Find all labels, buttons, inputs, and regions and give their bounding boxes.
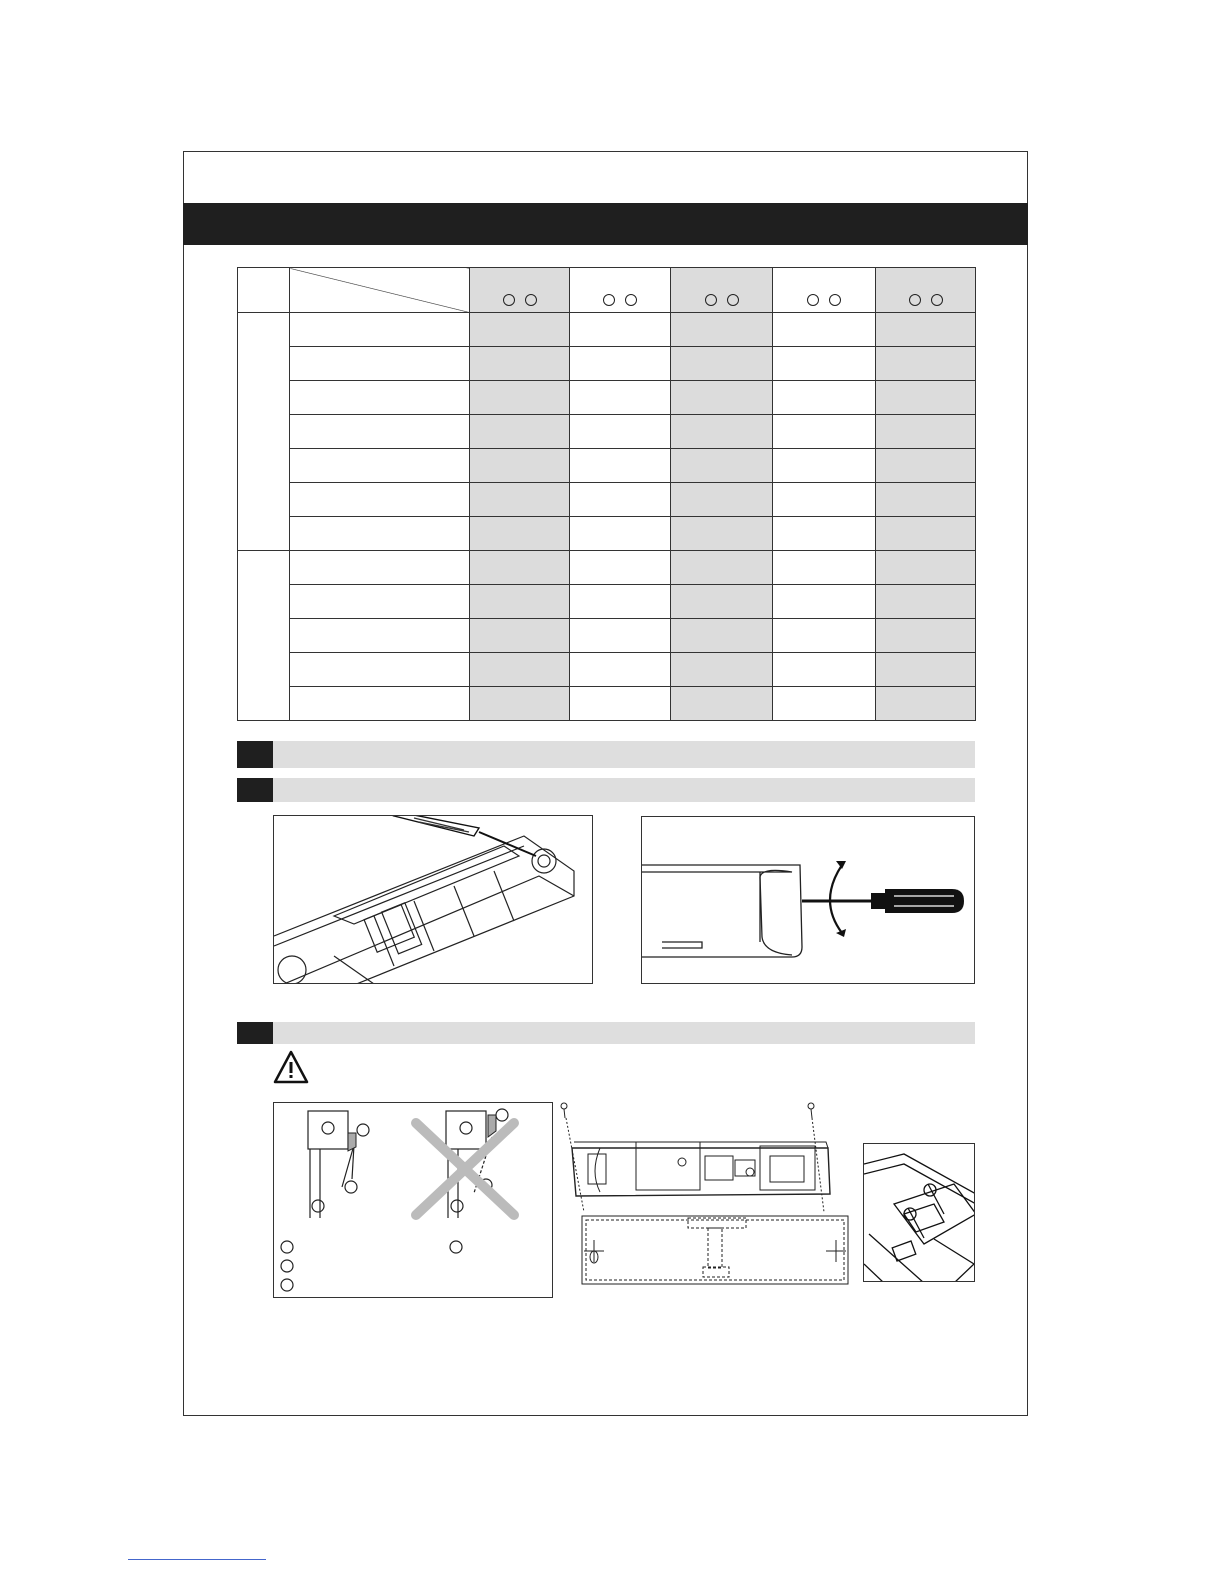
figure-remove-cover bbox=[273, 815, 593, 984]
row-label-cell bbox=[290, 381, 470, 415]
figure-mounting-template bbox=[560, 1102, 850, 1286]
value-cell bbox=[671, 483, 773, 517]
circle-marker-icon bbox=[807, 294, 819, 306]
value-cell bbox=[876, 653, 976, 687]
value-cell bbox=[470, 517, 570, 551]
value-cell bbox=[773, 483, 876, 517]
section-tag bbox=[237, 778, 273, 802]
value-cell bbox=[773, 517, 876, 551]
value-cell bbox=[470, 415, 570, 449]
value-cell bbox=[470, 687, 570, 721]
table-row bbox=[238, 551, 976, 585]
row-label-cell bbox=[290, 347, 470, 381]
model-code-circles bbox=[671, 294, 772, 306]
figure-mounting-correct-incorrect bbox=[273, 1102, 553, 1298]
value-cell bbox=[876, 517, 976, 551]
page-title-bar bbox=[183, 203, 1028, 245]
circle-marker-icon bbox=[503, 294, 515, 306]
value-cell bbox=[876, 415, 976, 449]
value-cell bbox=[876, 449, 976, 483]
table-row bbox=[238, 381, 976, 415]
section-tag bbox=[237, 1022, 273, 1044]
circle-marker-icon bbox=[931, 294, 943, 306]
model-column-header bbox=[470, 268, 570, 313]
table-row bbox=[238, 517, 976, 551]
section-bar-1 bbox=[237, 741, 975, 768]
model-column-header bbox=[570, 268, 671, 313]
table-row bbox=[238, 313, 976, 347]
turn-screw-illustration bbox=[642, 817, 975, 984]
value-cell bbox=[876, 551, 976, 585]
circle-marker-icon bbox=[705, 294, 717, 306]
incorrect-cross-icon bbox=[416, 1123, 514, 1215]
value-cell bbox=[773, 449, 876, 483]
table-row bbox=[238, 415, 976, 449]
value-cell bbox=[570, 517, 671, 551]
value-cell bbox=[876, 483, 976, 517]
section-bar-3 bbox=[237, 1022, 975, 1044]
table-row bbox=[238, 483, 976, 517]
row-label-cell bbox=[290, 619, 470, 653]
value-cell bbox=[470, 449, 570, 483]
value-cell bbox=[773, 653, 876, 687]
value-cell bbox=[773, 347, 876, 381]
value-cell bbox=[773, 415, 876, 449]
section-bar-2 bbox=[237, 778, 975, 802]
model-code-circles bbox=[570, 294, 670, 306]
group-label-cell bbox=[238, 551, 290, 721]
model-code-circles bbox=[470, 294, 569, 306]
value-cell bbox=[773, 619, 876, 653]
section-tag bbox=[237, 741, 273, 768]
value-cell bbox=[570, 619, 671, 653]
model-column-header bbox=[671, 268, 773, 313]
value-cell bbox=[671, 687, 773, 721]
row-label-cell bbox=[290, 313, 470, 347]
value-cell bbox=[876, 347, 976, 381]
sensor-box-correct bbox=[308, 1111, 348, 1149]
row-label-cell bbox=[290, 585, 470, 619]
model-column-header bbox=[773, 268, 876, 313]
circle-marker-icon bbox=[525, 294, 537, 306]
header-diagonal-cell bbox=[290, 268, 470, 313]
value-cell bbox=[876, 313, 976, 347]
screw-icon bbox=[808, 1103, 814, 1118]
value-cell bbox=[671, 449, 773, 483]
model-code-circles bbox=[773, 294, 875, 306]
circle-marker-icon bbox=[727, 294, 739, 306]
footer-link-underline[interactable] bbox=[128, 1559, 266, 1560]
value-cell bbox=[570, 483, 671, 517]
value-cell bbox=[570, 551, 671, 585]
value-cell bbox=[570, 585, 671, 619]
warning-icon bbox=[273, 1050, 309, 1084]
row-label-cell bbox=[290, 687, 470, 721]
table-row bbox=[238, 619, 976, 653]
value-cell bbox=[570, 687, 671, 721]
value-cell bbox=[773, 381, 876, 415]
spec-table bbox=[237, 267, 976, 721]
value-cell bbox=[671, 551, 773, 585]
screw-icon bbox=[561, 1103, 567, 1118]
row-label-cell bbox=[290, 415, 470, 449]
value-cell bbox=[876, 381, 976, 415]
value-cell bbox=[671, 619, 773, 653]
value-cell bbox=[470, 347, 570, 381]
value-cell bbox=[470, 483, 570, 517]
table-row bbox=[238, 347, 976, 381]
row-label-cell bbox=[290, 517, 470, 551]
value-cell bbox=[470, 619, 570, 653]
value-cell bbox=[671, 517, 773, 551]
circle-marker-icon bbox=[909, 294, 921, 306]
value-cell bbox=[671, 585, 773, 619]
value-cell bbox=[470, 381, 570, 415]
value-cell bbox=[570, 313, 671, 347]
table-row bbox=[238, 449, 976, 483]
circle-marker-icon bbox=[603, 294, 615, 306]
model-code-circles bbox=[876, 294, 975, 306]
value-cell bbox=[773, 585, 876, 619]
value-cell bbox=[671, 313, 773, 347]
model-column-header bbox=[876, 268, 976, 313]
circle-marker-icon bbox=[625, 294, 637, 306]
circle-marker-icon bbox=[829, 294, 841, 306]
value-cell bbox=[470, 653, 570, 687]
table-row bbox=[238, 585, 976, 619]
table-header-row bbox=[238, 268, 976, 313]
remove-cover-illustration bbox=[274, 816, 593, 984]
row-label-cell bbox=[290, 653, 470, 687]
value-cell bbox=[671, 415, 773, 449]
value-cell bbox=[876, 585, 976, 619]
value-cell bbox=[570, 653, 671, 687]
value-cell bbox=[470, 551, 570, 585]
sensor-box-incorrect bbox=[446, 1111, 486, 1149]
table-row bbox=[238, 687, 976, 721]
row-label-cell bbox=[290, 551, 470, 585]
value-cell bbox=[773, 687, 876, 721]
figure-turn-screw bbox=[641, 816, 975, 984]
value-cell bbox=[671, 653, 773, 687]
group-label-cell bbox=[238, 313, 290, 551]
table-row bbox=[238, 653, 976, 687]
header-corner-cell bbox=[238, 268, 290, 313]
value-cell bbox=[570, 347, 671, 381]
value-cell bbox=[671, 347, 773, 381]
value-cell bbox=[470, 313, 570, 347]
value-cell bbox=[773, 313, 876, 347]
value-cell bbox=[773, 551, 876, 585]
value-cell bbox=[671, 381, 773, 415]
figure-screw-closeup bbox=[863, 1143, 975, 1282]
value-cell bbox=[570, 449, 671, 483]
value-cell bbox=[470, 585, 570, 619]
row-label-cell bbox=[290, 449, 470, 483]
value-cell bbox=[876, 619, 976, 653]
row-label-cell bbox=[290, 483, 470, 517]
value-cell bbox=[570, 415, 671, 449]
value-cell bbox=[570, 381, 671, 415]
value-cell bbox=[876, 687, 976, 721]
